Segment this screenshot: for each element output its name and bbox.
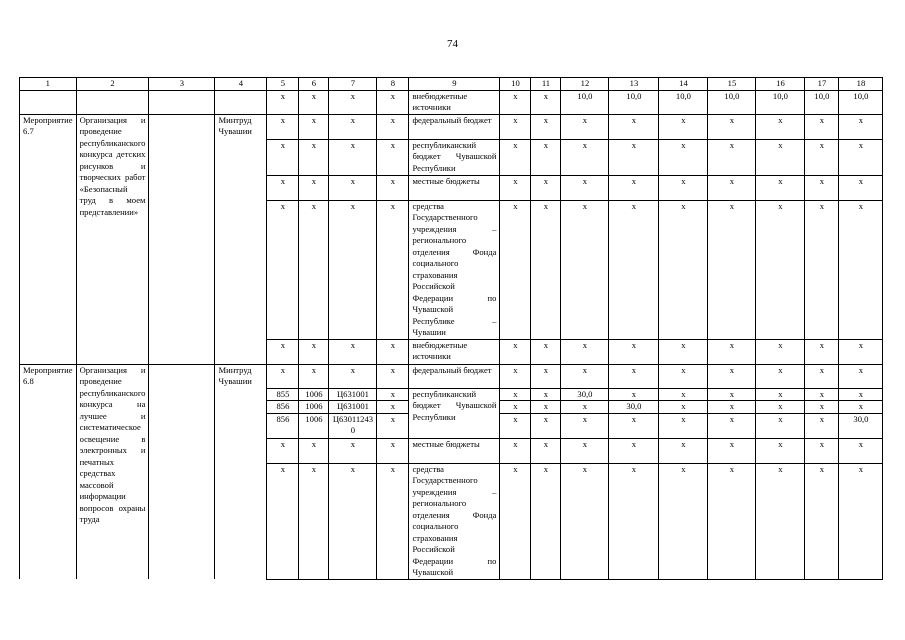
- value-cell: x: [756, 401, 805, 414]
- value-cell: x: [839, 401, 883, 414]
- value-cell: x: [561, 139, 609, 175]
- rzpr-cell: 1006: [299, 401, 329, 414]
- value-cell: x: [561, 339, 609, 364]
- value-cell: x: [531, 364, 561, 388]
- value-cell: x: [609, 438, 659, 463]
- value-cell: x: [708, 438, 756, 463]
- value-cell: x: [500, 200, 531, 339]
- value-cell: x: [609, 200, 659, 339]
- column-header: 18: [839, 78, 883, 91]
- value-cell: x: [805, 401, 839, 414]
- vr-cell: x: [377, 364, 409, 388]
- value-cell: 30,0: [839, 413, 883, 438]
- value-cell: x: [531, 139, 561, 175]
- column-header: 12: [561, 78, 609, 91]
- value-cell: x: [756, 200, 805, 339]
- vr-cell: x: [377, 114, 409, 139]
- value-cell: x: [659, 114, 708, 139]
- value-cell: x: [609, 175, 659, 200]
- value-cell: x: [756, 413, 805, 438]
- value-cell: x: [609, 413, 659, 438]
- csr-cell: x: [329, 139, 377, 175]
- value-cell: x: [708, 200, 756, 339]
- csr-cell: x: [329, 90, 377, 114]
- funding-source-cell: средства Государственного учреждения – регионального отделения Фонда социального страхования Российской Федерации по Чувашской: [409, 463, 500, 579]
- empty-cell: [149, 114, 215, 364]
- funding-source-cell: федеральный бюджет: [409, 114, 500, 139]
- column-header: 7: [329, 78, 377, 91]
- value-cell: x: [531, 401, 561, 414]
- value-cell: x: [500, 388, 531, 401]
- column-header: 6: [299, 78, 329, 91]
- table-row: [20, 90, 883, 114]
- value-cell: x: [756, 463, 805, 579]
- value-cell: x: [561, 175, 609, 200]
- vr-cell: x: [377, 175, 409, 200]
- value-cell: 10,0: [659, 90, 708, 114]
- value-cell: x: [805, 388, 839, 401]
- executor-cell: Минтруд Чувашии: [215, 114, 267, 364]
- grbs-cell: x: [267, 364, 299, 388]
- value-cell: x: [659, 139, 708, 175]
- empty-cell: [149, 364, 215, 579]
- value-cell: x: [708, 401, 756, 414]
- executor-cell: Минтруд Чувашии: [215, 364, 267, 579]
- value-cell: x: [756, 339, 805, 364]
- value-cell: x: [708, 413, 756, 438]
- grbs-cell: x: [267, 200, 299, 339]
- value-cell: x: [561, 413, 609, 438]
- vr-cell: x: [377, 339, 409, 364]
- funding-source-cell: местные бюджеты: [409, 175, 500, 200]
- column-header: 15: [708, 78, 756, 91]
- value-cell: x: [756, 114, 805, 139]
- value-cell: x: [805, 114, 839, 139]
- value-cell: x: [500, 413, 531, 438]
- value-cell: x: [708, 364, 756, 388]
- value-cell: x: [531, 388, 561, 401]
- grbs-cell: x: [267, 438, 299, 463]
- value-cell: x: [708, 339, 756, 364]
- value-cell: x: [805, 413, 839, 438]
- value-cell: x: [561, 364, 609, 388]
- value-cell: x: [561, 200, 609, 339]
- vr-cell: x: [377, 200, 409, 339]
- budget-table: [19, 77, 883, 580]
- value-cell: x: [708, 388, 756, 401]
- vr-cell: x: [377, 413, 409, 438]
- table-row: [20, 114, 883, 139]
- funding-source-cell: внебюджетные источники: [409, 90, 500, 114]
- value-cell: x: [561, 401, 609, 414]
- value-cell: x: [839, 438, 883, 463]
- vr-cell: x: [377, 438, 409, 463]
- value-cell: x: [805, 463, 839, 579]
- value-cell: x: [805, 438, 839, 463]
- csr-cell: x: [329, 200, 377, 339]
- table-row: [20, 364, 883, 388]
- funding-source-cell: внебюджетные источники: [409, 339, 500, 364]
- vr-cell: x: [377, 139, 409, 175]
- value-cell: x: [609, 139, 659, 175]
- column-header: 10: [500, 78, 531, 91]
- value-cell: x: [659, 175, 708, 200]
- funding-source-cell: федеральный бюджет: [409, 364, 500, 388]
- measure-name-cell: [76, 90, 149, 114]
- value-cell: x: [609, 339, 659, 364]
- rzpr-cell: x: [299, 364, 329, 388]
- value-cell: 10,0: [561, 90, 609, 114]
- value-cell: x: [659, 413, 708, 438]
- value-cell: x: [500, 364, 531, 388]
- rzpr-cell: x: [299, 438, 329, 463]
- funding-source-cell: республиканский бюджет Чувашской Республики: [409, 388, 500, 438]
- measure-cell: [20, 90, 77, 114]
- value-cell: x: [659, 364, 708, 388]
- column-header: 13: [609, 78, 659, 91]
- funding-source-cell: средства Государственного учреждения – регионального отделения Фонда социального страхования Российской Федерации по Чувашской Республике – Чувашии: [409, 200, 500, 339]
- value-cell: x: [531, 114, 561, 139]
- value-cell: x: [531, 463, 561, 579]
- column-header: 17: [805, 78, 839, 91]
- value-cell: x: [609, 463, 659, 579]
- rzpr-cell: x: [299, 175, 329, 200]
- vr-cell: x: [377, 463, 409, 579]
- empty-cell: [149, 90, 215, 114]
- csr-cell: x: [329, 114, 377, 139]
- csr-cell: x: [329, 463, 377, 579]
- value-cell: x: [500, 463, 531, 579]
- header-row: [20, 78, 883, 91]
- measure-cell: Мероприятие 6.8: [20, 364, 77, 579]
- value-cell: x: [500, 401, 531, 414]
- csr-cell: x: [329, 339, 377, 364]
- value-cell: x: [531, 339, 561, 364]
- grbs-cell: x: [267, 90, 299, 114]
- value-cell: x: [500, 114, 531, 139]
- value-cell: 10,0: [839, 90, 883, 114]
- column-header: 1: [20, 78, 77, 91]
- value-cell: 10,0: [708, 90, 756, 114]
- value-cell: x: [500, 339, 531, 364]
- rzpr-cell: x: [299, 200, 329, 339]
- grbs-cell: 855: [267, 388, 299, 401]
- value-cell: x: [659, 339, 708, 364]
- value-cell: x: [500, 139, 531, 175]
- value-cell: x: [756, 438, 805, 463]
- value-cell: x: [659, 200, 708, 339]
- vr-cell: x: [377, 388, 409, 401]
- value-cell: x: [708, 463, 756, 579]
- value-cell: x: [805, 175, 839, 200]
- value-cell: x: [839, 200, 883, 339]
- rzpr-cell: x: [299, 139, 329, 175]
- column-header: 2: [76, 78, 149, 91]
- value-cell: x: [756, 388, 805, 401]
- csr-cell: x: [329, 438, 377, 463]
- value-cell: x: [561, 438, 609, 463]
- measure-name-cell: Организация и проведение республиканского конкурса детских рисунков и творческих работ «Безопасный труд в моем представлении»: [76, 114, 149, 364]
- value-cell: 30,0: [609, 401, 659, 414]
- value-cell: x: [500, 90, 531, 114]
- value-cell: x: [839, 388, 883, 401]
- grbs-cell: 856: [267, 413, 299, 438]
- value-cell: x: [531, 90, 561, 114]
- value-cell: x: [839, 339, 883, 364]
- value-cell: x: [609, 114, 659, 139]
- csr-cell: Ц631001: [329, 388, 377, 401]
- value-cell: x: [609, 388, 659, 401]
- value-cell: x: [756, 364, 805, 388]
- value-cell: x: [839, 139, 883, 175]
- column-header: 16: [756, 78, 805, 91]
- value-cell: x: [839, 463, 883, 579]
- csr-cell: Ц630112430: [329, 413, 377, 438]
- rzpr-cell: x: [299, 463, 329, 579]
- grbs-cell: x: [267, 139, 299, 175]
- grbs-cell: x: [267, 463, 299, 579]
- value-cell: x: [805, 364, 839, 388]
- value-cell: x: [531, 175, 561, 200]
- value-cell: x: [839, 364, 883, 388]
- rzpr-cell: x: [299, 90, 329, 114]
- column-header: 14: [659, 78, 708, 91]
- value-cell: x: [561, 463, 609, 579]
- column-header: 11: [531, 78, 561, 91]
- column-header: 5: [267, 78, 299, 91]
- value-cell: x: [839, 175, 883, 200]
- value-cell: x: [531, 413, 561, 438]
- value-cell: x: [500, 175, 531, 200]
- value-cell: x: [659, 401, 708, 414]
- value-cell: x: [659, 388, 708, 401]
- rzpr-cell: 1006: [299, 388, 329, 401]
- value-cell: x: [659, 438, 708, 463]
- csr-cell: x: [329, 364, 377, 388]
- grbs-cell: 856: [267, 401, 299, 414]
- executor-cell: [215, 90, 267, 114]
- value-cell: x: [659, 463, 708, 579]
- grbs-cell: x: [267, 175, 299, 200]
- vr-cell: x: [377, 401, 409, 414]
- value-cell: x: [531, 200, 561, 339]
- value-cell: x: [708, 114, 756, 139]
- measure-name-cell: Организация и проведение республиканского конкурса на лучшее и систематическое освещение в электронных и печатных средствах массовой информации вопросов охраны труда: [76, 364, 149, 579]
- vr-cell: x: [377, 90, 409, 114]
- value-cell: 10,0: [756, 90, 805, 114]
- value-cell: x: [805, 339, 839, 364]
- rzpr-cell: x: [299, 339, 329, 364]
- value-cell: x: [756, 175, 805, 200]
- column-header: 4: [215, 78, 267, 91]
- value-cell: 30,0: [561, 388, 609, 401]
- value-cell: x: [561, 114, 609, 139]
- value-cell: x: [805, 200, 839, 339]
- grbs-cell: x: [267, 114, 299, 139]
- value-cell: x: [805, 139, 839, 175]
- grbs-cell: x: [267, 339, 299, 364]
- value-cell: 10,0: [805, 90, 839, 114]
- rzpr-cell: 1006: [299, 413, 329, 438]
- value-cell: x: [756, 139, 805, 175]
- column-header: 8: [377, 78, 409, 91]
- value-cell: x: [500, 438, 531, 463]
- value-cell: x: [609, 364, 659, 388]
- page-number: 74: [447, 38, 458, 50]
- column-header: 3: [149, 78, 215, 91]
- rzpr-cell: x: [299, 114, 329, 139]
- funding-source-cell: республиканский бюджет Чувашской Республики: [409, 139, 500, 175]
- column-header: 9: [409, 78, 500, 91]
- value-cell: x: [531, 438, 561, 463]
- funding-source-cell: местные бюджеты: [409, 438, 500, 463]
- csr-cell: Ц631001: [329, 401, 377, 414]
- measure-cell: Мероприятие 6.7: [20, 114, 77, 364]
- value-cell: x: [839, 114, 883, 139]
- value-cell: x: [708, 139, 756, 175]
- csr-cell: x: [329, 175, 377, 200]
- value-cell: x: [708, 175, 756, 200]
- value-cell: 10,0: [609, 90, 659, 114]
